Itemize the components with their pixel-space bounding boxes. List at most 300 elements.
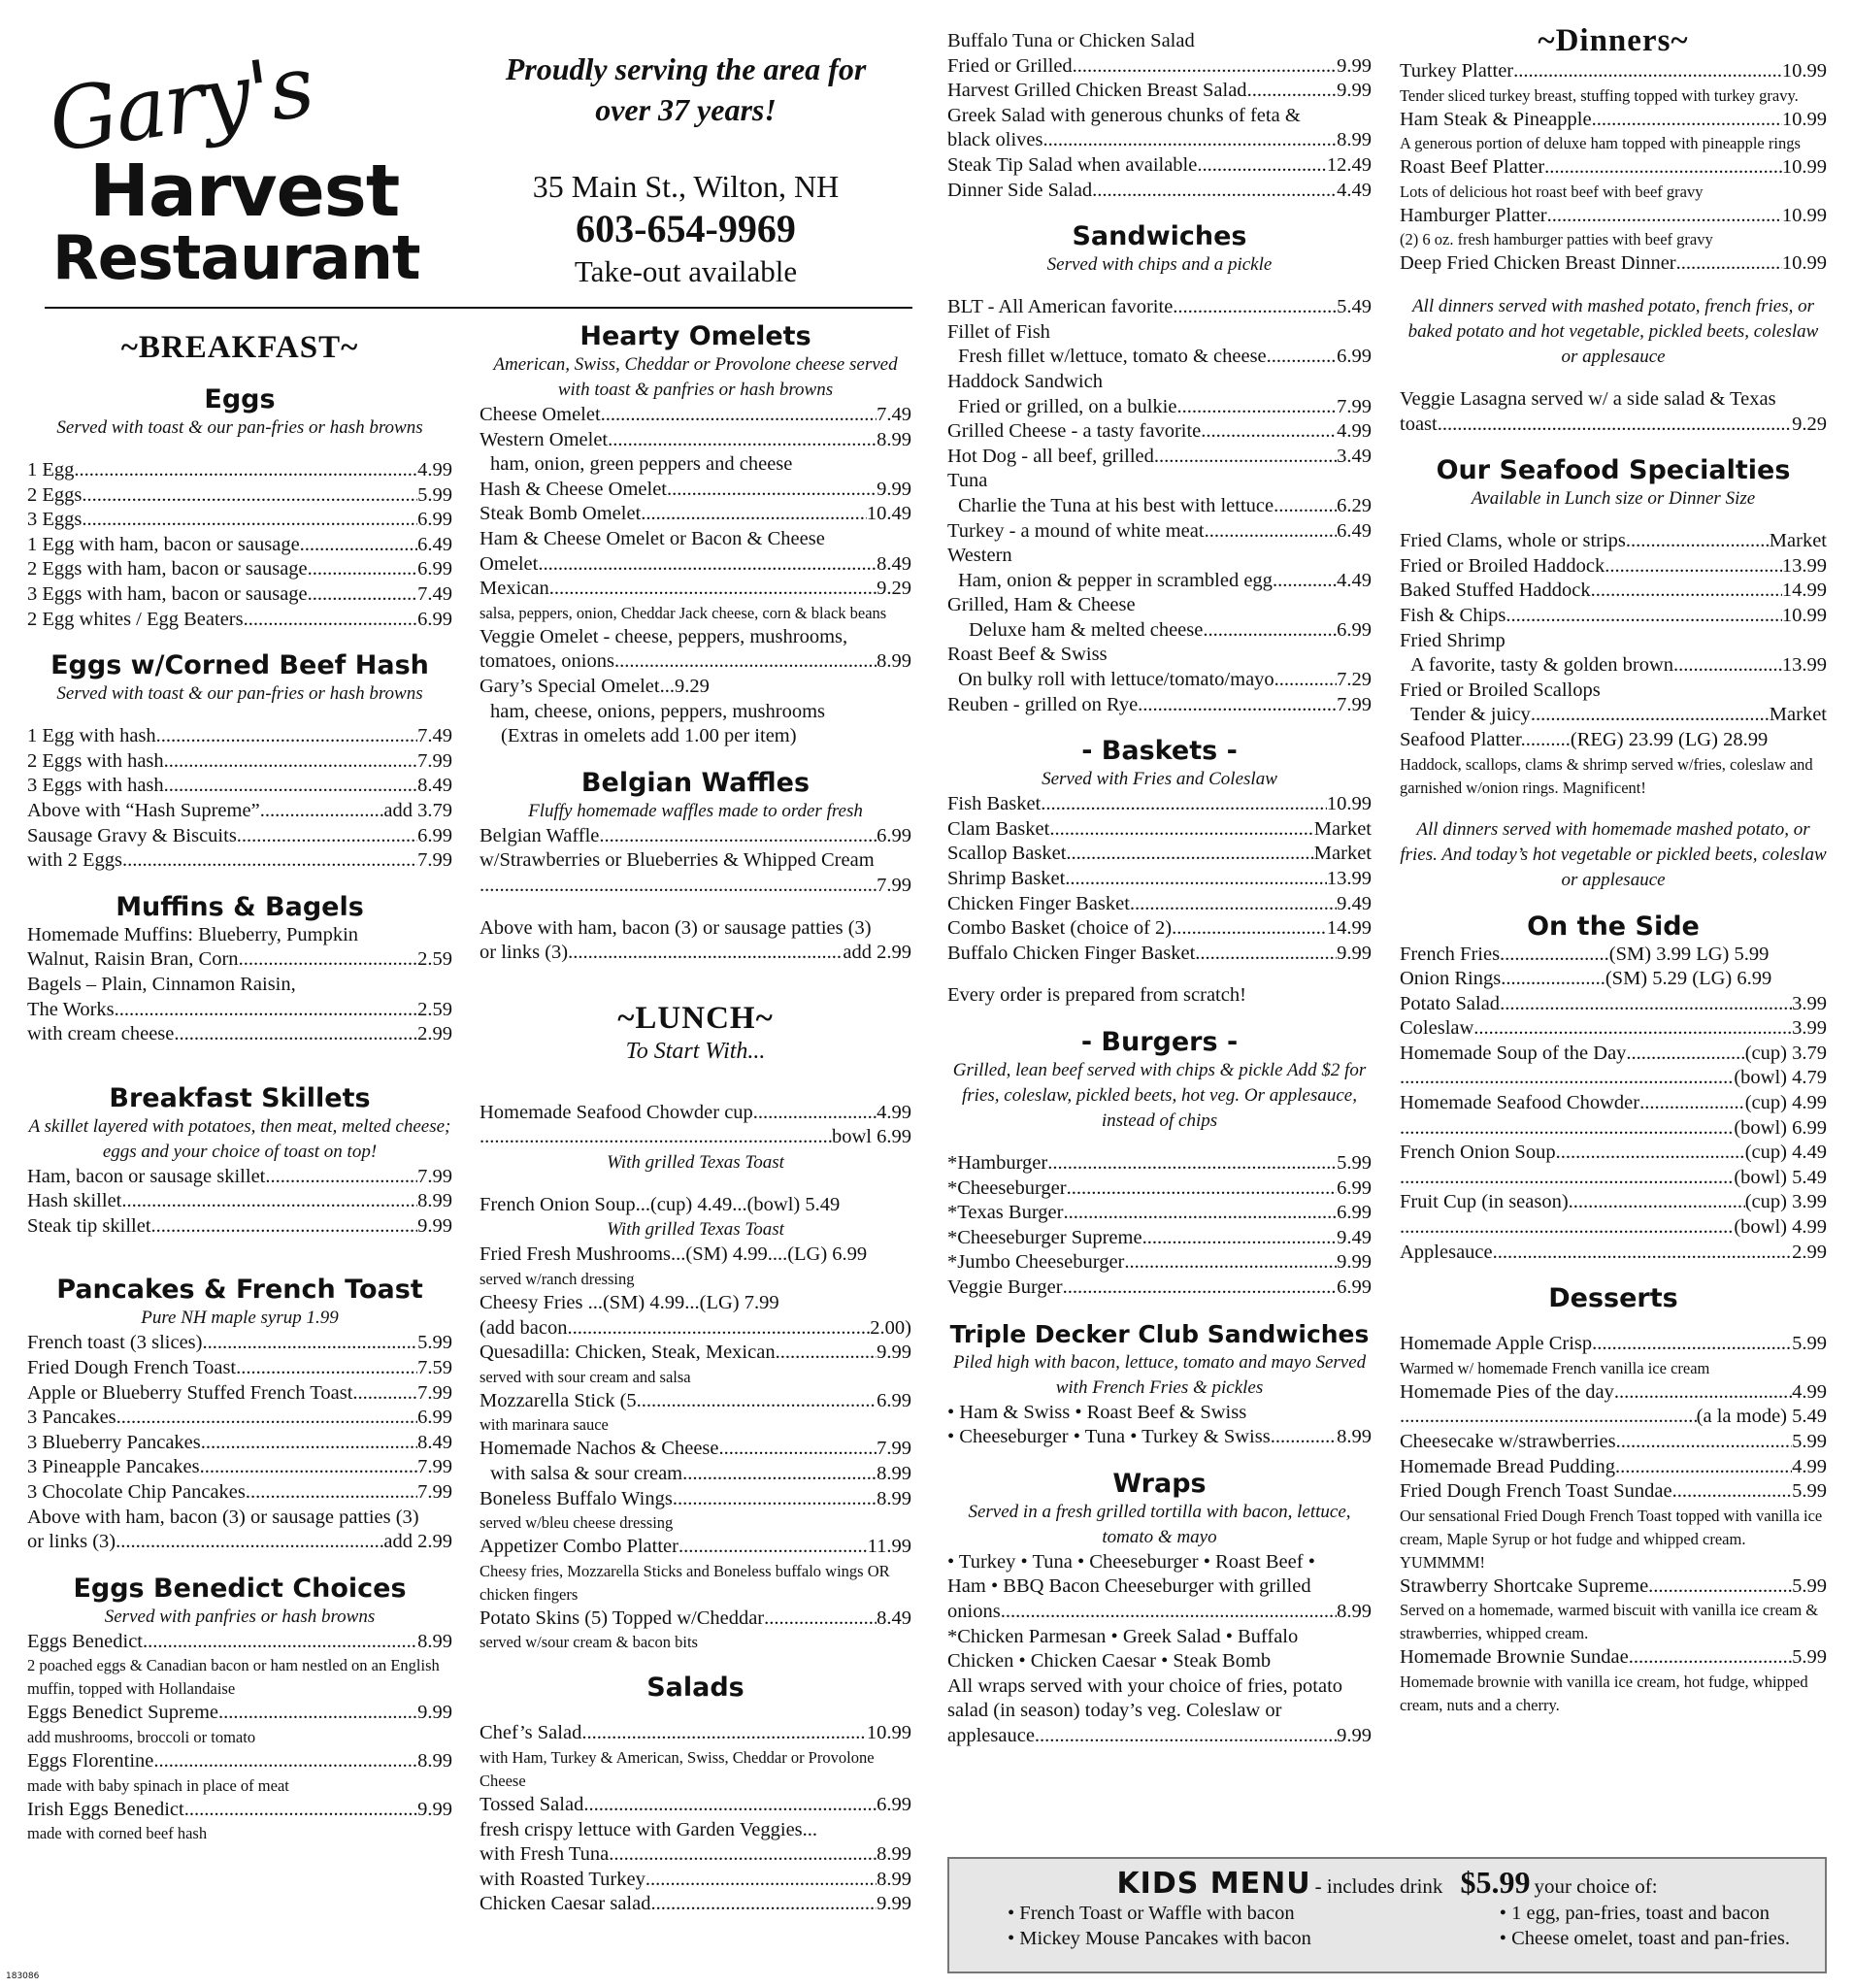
item-price: 10.99 xyxy=(1781,60,1827,82)
item-price: 12.49 xyxy=(1326,153,1372,176)
item-name: Appetizer Combo Platter xyxy=(480,1536,678,1558)
item-description: served w/ranch dressing xyxy=(480,1270,635,1289)
dot-leader xyxy=(1041,792,1327,817)
item-price: 3.99 xyxy=(1792,1017,1827,1040)
menu-item xyxy=(947,1226,1372,1251)
dot-leader xyxy=(601,403,877,428)
dot-leader xyxy=(143,1630,417,1655)
menu-item xyxy=(27,724,452,749)
menu-text: • Turkey • Tuna • Cheeseburger • Roast Beef • xyxy=(947,1550,1315,1573)
dot-leader xyxy=(1247,79,1338,104)
menu-text: Ham & Cheese Omelet or Bacon & Cheese xyxy=(480,527,825,549)
menu-text: *Chicken Parmesan • Greek Salad • Buffalo xyxy=(947,1625,1299,1647)
item-price: 10.99 xyxy=(866,1722,911,1744)
item-name: 3 Eggs with ham, bacon or sausage xyxy=(27,582,308,605)
item-price: 8.49 xyxy=(877,552,911,575)
menu-text: Onion Rings.....................(SM) 5.29 (LG) 6.99 xyxy=(1400,968,1772,990)
section-subtitle: Served with chips and a pickle xyxy=(1046,254,1273,276)
menu-item xyxy=(947,345,1372,370)
item-price: 7.99 xyxy=(417,1481,452,1504)
item-description: A generous portion of deluxe ham topped with pineapple rings xyxy=(1400,134,1801,153)
menu-item xyxy=(947,54,1372,80)
menu-item xyxy=(27,774,452,799)
takeout-note: Take-out available xyxy=(574,254,798,288)
spacer xyxy=(27,366,452,383)
spacer xyxy=(27,632,452,649)
section-heading: Hearty Omelets xyxy=(579,321,811,351)
item-price: 10.49 xyxy=(866,503,911,525)
menu-item xyxy=(480,1842,911,1868)
menu-item xyxy=(480,1868,911,1893)
dot-leader xyxy=(1049,817,1313,843)
column-dinners xyxy=(1400,23,1827,1717)
item-description: Lots of delicious hot roast beef with beef gravy xyxy=(1400,182,1704,201)
item-name: Applesauce xyxy=(1400,1241,1493,1263)
item-name: with 2 Eggs xyxy=(27,849,122,872)
item-price: (bowl) 5.49 xyxy=(1734,1166,1827,1188)
item-name: 2 Egg whites / Egg Beaters xyxy=(27,608,244,630)
dot-leader xyxy=(1615,1455,1792,1480)
item-price: 9.99 xyxy=(1337,942,1372,964)
dot-leader xyxy=(1673,653,1782,679)
item-name: with Fresh Tuna xyxy=(480,1843,610,1866)
menu-text: ham, cheese, onions, peppers, mushrooms xyxy=(490,700,826,722)
dot-leader xyxy=(1605,554,1782,580)
item-name: Mozzarella Stick (5 xyxy=(480,1389,637,1411)
item-price: 9.49 xyxy=(1337,892,1372,914)
dot-leader xyxy=(1138,693,1337,718)
item-price: 7.49 xyxy=(417,725,452,747)
dot-leader xyxy=(308,557,417,582)
item-name: Buffalo Chicken Finger Basket xyxy=(947,942,1196,964)
item-name: Belgian Waffle xyxy=(480,824,600,846)
section-heading: Muffins & Bagels xyxy=(116,891,364,922)
menu-item xyxy=(480,1437,911,1462)
item-name: Dinner Side Salad xyxy=(947,179,1093,201)
item-price: 5.99 xyxy=(417,1332,452,1354)
menu-item xyxy=(947,153,1372,179)
dot-leader xyxy=(568,1316,871,1342)
menu-item xyxy=(1400,604,1827,629)
menu-text: Veggie Omelet - cheese, peppers, mushrooms, xyxy=(480,625,848,647)
item-name: Cheese Omelet xyxy=(480,404,601,425)
item-name: Grilled Cheese - a tasty favorite xyxy=(947,420,1202,443)
menu-item xyxy=(27,824,452,849)
item-name: Above with “Hash Supreme” xyxy=(27,799,260,821)
item-price: 8.49 xyxy=(417,775,452,797)
dot-leader xyxy=(776,1341,877,1366)
kids-menu-title: KIDS MENU xyxy=(1116,1867,1311,1901)
menu-item xyxy=(27,1331,452,1356)
item-name: Homemade Apple Crisp xyxy=(1400,1333,1593,1355)
dot-leader xyxy=(1274,494,1337,519)
item-name: *Cheeseburger xyxy=(947,1176,1067,1199)
section-heading: Desserts xyxy=(1548,1283,1678,1314)
menu-item xyxy=(27,1381,452,1407)
menu-item xyxy=(947,1151,1372,1176)
dot-leader xyxy=(1173,295,1337,320)
menu-item xyxy=(27,1701,452,1726)
dot-leader xyxy=(753,1101,877,1126)
item-name: A favorite, tasty & golden brown xyxy=(1410,654,1674,677)
item-name: Omelet xyxy=(480,552,539,575)
section-subtitle: With grilled Texas Toast xyxy=(607,1151,784,1173)
dot-leader xyxy=(1065,867,1327,892)
item-price: 9.99 xyxy=(417,1798,452,1820)
dot-leader xyxy=(1063,1201,1337,1226)
spacer xyxy=(480,983,911,1001)
item-name: 2 Eggs with ham, bacon or sausage xyxy=(27,558,308,580)
item-price: 2.00) xyxy=(870,1316,911,1339)
item-price: 7.99 xyxy=(877,874,911,896)
spacer xyxy=(1400,437,1827,454)
item-description: salsa, peppers, onion, Cheddar Jack cheese, corn & black beans xyxy=(480,603,887,622)
section-subtitle: A skillet layered with potatoes, then meat, melted cheese; eggs and your choice of toast on top! xyxy=(28,1115,451,1162)
item-name: 3 Blueberry Pancakes xyxy=(27,1431,201,1453)
dot-leader xyxy=(1400,1166,1734,1191)
item-price: add 3.79 xyxy=(383,799,452,821)
item-name: • Cheeseburger • Tuna • Turkey & Swiss xyxy=(947,1426,1271,1448)
item-name: Chicken Caesar salad xyxy=(480,1893,651,1915)
item-price: 6.99 xyxy=(1337,1202,1372,1224)
dot-leader xyxy=(1274,668,1337,693)
item-name: Harvest Grilled Chicken Breast Salad xyxy=(947,80,1247,102)
item-name: Boneless Buffalo Wings xyxy=(480,1487,673,1509)
item-name: Chef’s Salad xyxy=(480,1722,582,1744)
section-subtitle: Served with toast & our pan-fries or hash browns xyxy=(56,683,423,705)
item-name: Fried Clams, whole or strips xyxy=(1400,530,1626,552)
item-description: Tender sliced turkey breast, stuffing topped with turkey gravy. xyxy=(1400,85,1799,105)
section-heading: Eggs Benedict Choices xyxy=(73,1573,407,1604)
item-description: Served on a homemade, warmed biscuit with vanilla ice cream & strawberries, whipped cream. xyxy=(1400,1601,1819,1643)
dot-leader xyxy=(538,552,877,578)
phone: 603-654-9969 xyxy=(576,207,796,250)
item-name: Reuben - grilled on Rye xyxy=(947,693,1139,715)
item-name: with salsa & sour cream xyxy=(490,1463,683,1485)
item-price: 9.99 xyxy=(877,478,911,500)
section-subtitle: Available in Lunch size or Dinner Size xyxy=(1471,488,1756,510)
item-price: 14.99 xyxy=(1326,917,1372,940)
menu-text: Fried or Broiled Scallops xyxy=(1400,679,1601,701)
menu-item xyxy=(947,445,1372,470)
menu-item xyxy=(27,608,452,633)
item-name: Homemade Soup of the Day xyxy=(1400,1042,1627,1064)
item-description: Our sensational Fried Dough French Toast topped with vanilla ice cream, Maple Syrup or hot fudge and whipped cream. YUMMMM! xyxy=(1400,1506,1823,1572)
menu-item xyxy=(1400,1166,1827,1191)
item-name: Deep Fried Chicken Breast Dinner xyxy=(1400,252,1676,275)
dot-leader xyxy=(1629,1645,1792,1671)
section-subtitle: All dinners served with mashed potato, french fries, or baked potato and hot vegetable, pickled beets, coleslaw or applesauce xyxy=(1407,295,1819,367)
item-price: 7.99 xyxy=(417,849,452,872)
menu-item xyxy=(947,519,1372,545)
kids-items-right xyxy=(1500,1901,1790,1951)
item-price: 2.59 xyxy=(417,998,452,1020)
item-name: Potato Salad xyxy=(1400,992,1501,1014)
kids-item: • Mickey Mouse Pancakes with bacon xyxy=(1008,1928,1311,1949)
menu-item xyxy=(1400,1141,1827,1166)
menu-text: Fried Shrimp xyxy=(1400,629,1506,651)
menu-item xyxy=(27,1406,452,1431)
item-description: Warmed w/ homemade French vanilla ice cream xyxy=(1400,1358,1710,1377)
item-name: or links (3) xyxy=(480,942,569,964)
item-name: Homemade Pies of the day xyxy=(1400,1380,1614,1403)
item-price: 10.99 xyxy=(1781,604,1827,626)
item-name: Fried or Grilled xyxy=(947,54,1073,77)
item-name: 2 Eggs xyxy=(27,483,83,506)
dot-leader xyxy=(239,947,418,973)
item-price: 8.99 xyxy=(877,1868,911,1890)
item-price: 6.99 xyxy=(417,509,452,531)
menu-item xyxy=(947,1600,1372,1625)
menu-item xyxy=(27,533,452,558)
dot-leader xyxy=(352,1381,417,1407)
item-price: 10.99 xyxy=(1781,156,1827,179)
item-description: served with sour cream and salsa xyxy=(480,1367,691,1386)
section-heading: - Burgers - xyxy=(1080,1027,1239,1057)
item-name: *Jumbo Cheeseburger xyxy=(947,1251,1125,1274)
dot-leader xyxy=(184,1798,417,1823)
spacer xyxy=(27,1047,452,1065)
spacer xyxy=(1400,893,1827,911)
item-price: 4.99 xyxy=(417,459,452,480)
dot-leader xyxy=(549,577,877,602)
menu-text: Cheesy Fries ...(SM) 4.99...(LG) 7.99 xyxy=(480,1292,779,1314)
item-name: Irish Eggs Benedict xyxy=(27,1798,184,1820)
section-heading: Our Seafood Specialties xyxy=(1436,455,1791,486)
item-name: BLT - All American favorite xyxy=(947,296,1174,318)
item-name: with cream cheese xyxy=(27,1023,175,1045)
spacer xyxy=(480,1654,911,1672)
kids-item: • 1 egg, pan-fries, toast and bacon xyxy=(1499,1903,1770,1924)
spacer xyxy=(480,749,911,767)
item-name: Cheesecake w/strawberries xyxy=(1400,1431,1616,1452)
menu-item xyxy=(27,947,452,973)
dot-leader xyxy=(1473,1016,1792,1042)
spacer xyxy=(1400,800,1827,817)
dot-leader xyxy=(1547,204,1782,229)
item-name: Clam Basket xyxy=(947,817,1050,840)
menu-item xyxy=(480,1462,911,1487)
item-name: Hash & Cheese Omelet xyxy=(480,478,667,500)
menu-text: Ham • BBQ Bacon Cheeseburger with grilled xyxy=(947,1575,1311,1598)
item-price: 2.99 xyxy=(417,1023,452,1045)
menu-item xyxy=(1400,1190,1827,1215)
section-subtitle: With grilled Texas Toast xyxy=(607,1219,784,1241)
menu-text: Homemade Muffins: Blueberry, Pumpkin xyxy=(27,923,359,945)
item-price: 7.29 xyxy=(1337,669,1372,691)
menu-item xyxy=(27,1480,452,1506)
item-description: with Ham, Turkey & American, Swiss, Cheddar or Provolone Cheese xyxy=(480,1748,875,1790)
item-name: 3 Pineapple Pancakes xyxy=(27,1456,200,1478)
menu-item xyxy=(947,494,1372,519)
menu-item xyxy=(27,749,452,775)
menu-item xyxy=(1400,108,1827,133)
spacer xyxy=(27,1555,452,1573)
item-description: Cheesy fries, Mozzarella Sticks and Boneless buffalo wings OR chicken fingers xyxy=(480,1561,890,1604)
dot-leader xyxy=(1639,1091,1745,1116)
section-subtitle: Served with panfries or hash browns xyxy=(104,1606,376,1627)
menu-item xyxy=(480,1125,911,1150)
menu-item xyxy=(1400,1091,1827,1116)
item-name: with Roasted Turkey xyxy=(480,1868,645,1890)
menu-item xyxy=(947,79,1372,104)
dot-leader xyxy=(1197,153,1327,179)
section-subtitle: Served with Fries and Coleslaw xyxy=(1042,769,1277,790)
dot-leader xyxy=(614,649,877,675)
item-price: 8.49 xyxy=(417,1431,452,1453)
item-name: Steak Tip Salad when available xyxy=(947,153,1198,176)
item-price: 7.49 xyxy=(877,404,911,425)
menu-item xyxy=(1400,1332,1827,1357)
dot-leader xyxy=(121,1189,417,1214)
menu-item xyxy=(1400,579,1827,604)
spacer xyxy=(947,1450,1372,1468)
spacer xyxy=(27,441,452,458)
item-name: Shrimp Basket xyxy=(947,868,1066,890)
section-heading: Pancakes & French Toast xyxy=(56,1275,423,1306)
item-price: (a la mode) 5.49 xyxy=(1696,1406,1827,1428)
item-name: black olives xyxy=(947,129,1043,151)
address: 35 Main St., Wilton, NH xyxy=(532,169,840,204)
item-name: On bulky roll with lettuce/tomato/mayo xyxy=(958,669,1274,691)
section-subtitle: To Start With... xyxy=(625,1038,766,1064)
item-name: Charlie the Tuna at his best with lettuce xyxy=(958,494,1274,516)
item-price: bowl 6.99 xyxy=(832,1126,911,1148)
column-omelets-lunch xyxy=(480,320,911,1917)
section-heading: Eggs xyxy=(204,384,276,414)
column-sandwiches xyxy=(947,29,1372,1749)
dot-leader xyxy=(153,1749,417,1774)
spacer xyxy=(1400,512,1827,529)
menu-text: Tuna xyxy=(947,470,988,492)
item-price: Market xyxy=(1313,843,1372,865)
menu-item xyxy=(947,295,1372,320)
item-name: Quesadilla: Chicken, Steak, Mexican xyxy=(480,1342,776,1364)
item-price: 6.49 xyxy=(1337,519,1372,542)
item-price: 8.99 xyxy=(1337,1426,1372,1448)
item-price: 5.99 xyxy=(1792,1431,1827,1452)
item-name: Steak Bomb Omelet xyxy=(480,503,642,525)
spacer xyxy=(1400,277,1827,294)
item-price: (bowl) 4.99 xyxy=(1734,1216,1827,1239)
menu-item xyxy=(947,419,1372,445)
spacer xyxy=(947,1301,1372,1318)
item-price: 9.99 xyxy=(1337,54,1372,77)
footer-code: 183086 xyxy=(6,1971,40,1981)
dot-leader xyxy=(1203,618,1337,644)
menu-text: Gary’s Special Omelet...9.29 xyxy=(480,675,710,697)
dot-leader xyxy=(116,1530,383,1555)
item-price: (bowl) 4.79 xyxy=(1734,1067,1827,1089)
menu-item xyxy=(1400,204,1827,229)
item-name: Tossed Salad xyxy=(480,1794,584,1815)
kids-item: • Cheese omelet, toast and pan-fries. xyxy=(1499,1928,1790,1949)
item-price: 9.49 xyxy=(1337,1226,1372,1248)
item-name: Ham, bacon or sausage skillet xyxy=(27,1165,266,1187)
dot-leader xyxy=(1201,419,1337,445)
menu-item xyxy=(27,1214,452,1240)
item-price: 2.99 xyxy=(1792,1241,1827,1263)
item-price: 10.99 xyxy=(1781,108,1827,130)
menu-item xyxy=(27,799,452,824)
menu-text: Roast Beef & Swiss xyxy=(947,644,1108,666)
section-heading: Triple Decker Club Sandwiches xyxy=(949,1319,1370,1348)
item-price: 5.99 xyxy=(1792,1574,1827,1597)
section-heading: - Baskets - xyxy=(1081,736,1238,767)
menu-item xyxy=(947,1425,1372,1450)
menu-item xyxy=(27,1455,452,1480)
menu-item xyxy=(480,824,911,849)
item-name: Walnut, Raisin Bran, Corn xyxy=(27,948,239,971)
menu-item xyxy=(947,395,1372,420)
item-price: 8.49 xyxy=(877,1607,911,1629)
item-price: 6.99 xyxy=(417,1407,452,1429)
item-name: Homemade Brownie Sundae xyxy=(1400,1646,1629,1669)
dot-leader xyxy=(82,483,417,509)
dot-leader xyxy=(115,998,417,1023)
item-price: 5.99 xyxy=(1792,1646,1827,1669)
dot-leader xyxy=(151,1214,418,1240)
item-name: 3 Chocolate Chip Pancakes xyxy=(27,1481,246,1504)
menu-title: ~LUNCH~ xyxy=(617,1000,774,1036)
menu-item xyxy=(480,1892,911,1917)
item-description: 2 poached eggs & Canadian bacon or ham nestled on an English muffin, topped with Hollandaise xyxy=(27,1656,440,1699)
dot-leader xyxy=(1626,529,1770,554)
item-price: 3.99 xyxy=(1792,992,1827,1014)
item-price: 4.99 xyxy=(877,1101,911,1123)
dot-leader xyxy=(260,799,384,824)
menu-item xyxy=(1400,1455,1827,1480)
menu-text: Fried Fresh Mushrooms...(SM) 4.99....(LG) 6.99 xyxy=(480,1243,868,1266)
section-subtitle: American, Swiss, Cheddar or Provolone cheese served with toast & panfries or hash browns xyxy=(493,354,898,400)
dot-leader xyxy=(1092,179,1337,204)
item-name: Turkey Platter xyxy=(1400,60,1514,82)
section-subtitle: Grilled, lean beef served with chips & pickle Add $2 for fries, coleslaw, pickled beets, hot veg. Or applesauce, instead of chips xyxy=(952,1060,1367,1131)
item-name: Apple or Blueberry Stuffed French Toast xyxy=(27,1381,353,1404)
dot-leader xyxy=(1400,1066,1734,1091)
item-name: (add bacon xyxy=(480,1316,568,1339)
menu-item xyxy=(1400,1116,1827,1142)
dot-leader xyxy=(1592,1332,1792,1357)
menu-text: fresh crispy lettuce with Garden Veggies... xyxy=(480,1818,818,1840)
dot-leader xyxy=(480,1125,832,1150)
menu-item xyxy=(480,1389,911,1414)
dot-leader xyxy=(650,1892,877,1917)
item-price: 13.99 xyxy=(1781,654,1827,677)
section-heading: Belgian Waffles xyxy=(580,767,811,798)
section-subtitle: Fluffy homemade waffles made to order fresh xyxy=(528,800,863,821)
menu-item xyxy=(27,998,452,1023)
dot-leader xyxy=(1493,1241,1793,1266)
spacer xyxy=(27,707,452,724)
menu-item xyxy=(27,1630,452,1655)
menu-item xyxy=(27,1165,452,1190)
menu-item xyxy=(1400,1574,1827,1600)
section-heading: Salads xyxy=(646,1673,745,1704)
menu-item xyxy=(27,1189,452,1214)
menu-item xyxy=(480,1535,911,1560)
menu-item xyxy=(1400,1016,1827,1042)
section-subtitle: Pure NH maple syrup 1.99 xyxy=(141,1308,339,1329)
item-price: 3.49 xyxy=(1337,445,1372,467)
section-subtitle: Served in a fresh grilled tortilla with bacon, lettuce, tomato & mayo xyxy=(968,1501,1351,1547)
item-price: 8.99 xyxy=(417,1750,452,1772)
item-name: applesauce xyxy=(947,1724,1035,1746)
dot-leader xyxy=(641,502,867,527)
menu-item xyxy=(480,1341,911,1366)
menu-item xyxy=(1400,1645,1827,1671)
spacer xyxy=(27,874,452,891)
